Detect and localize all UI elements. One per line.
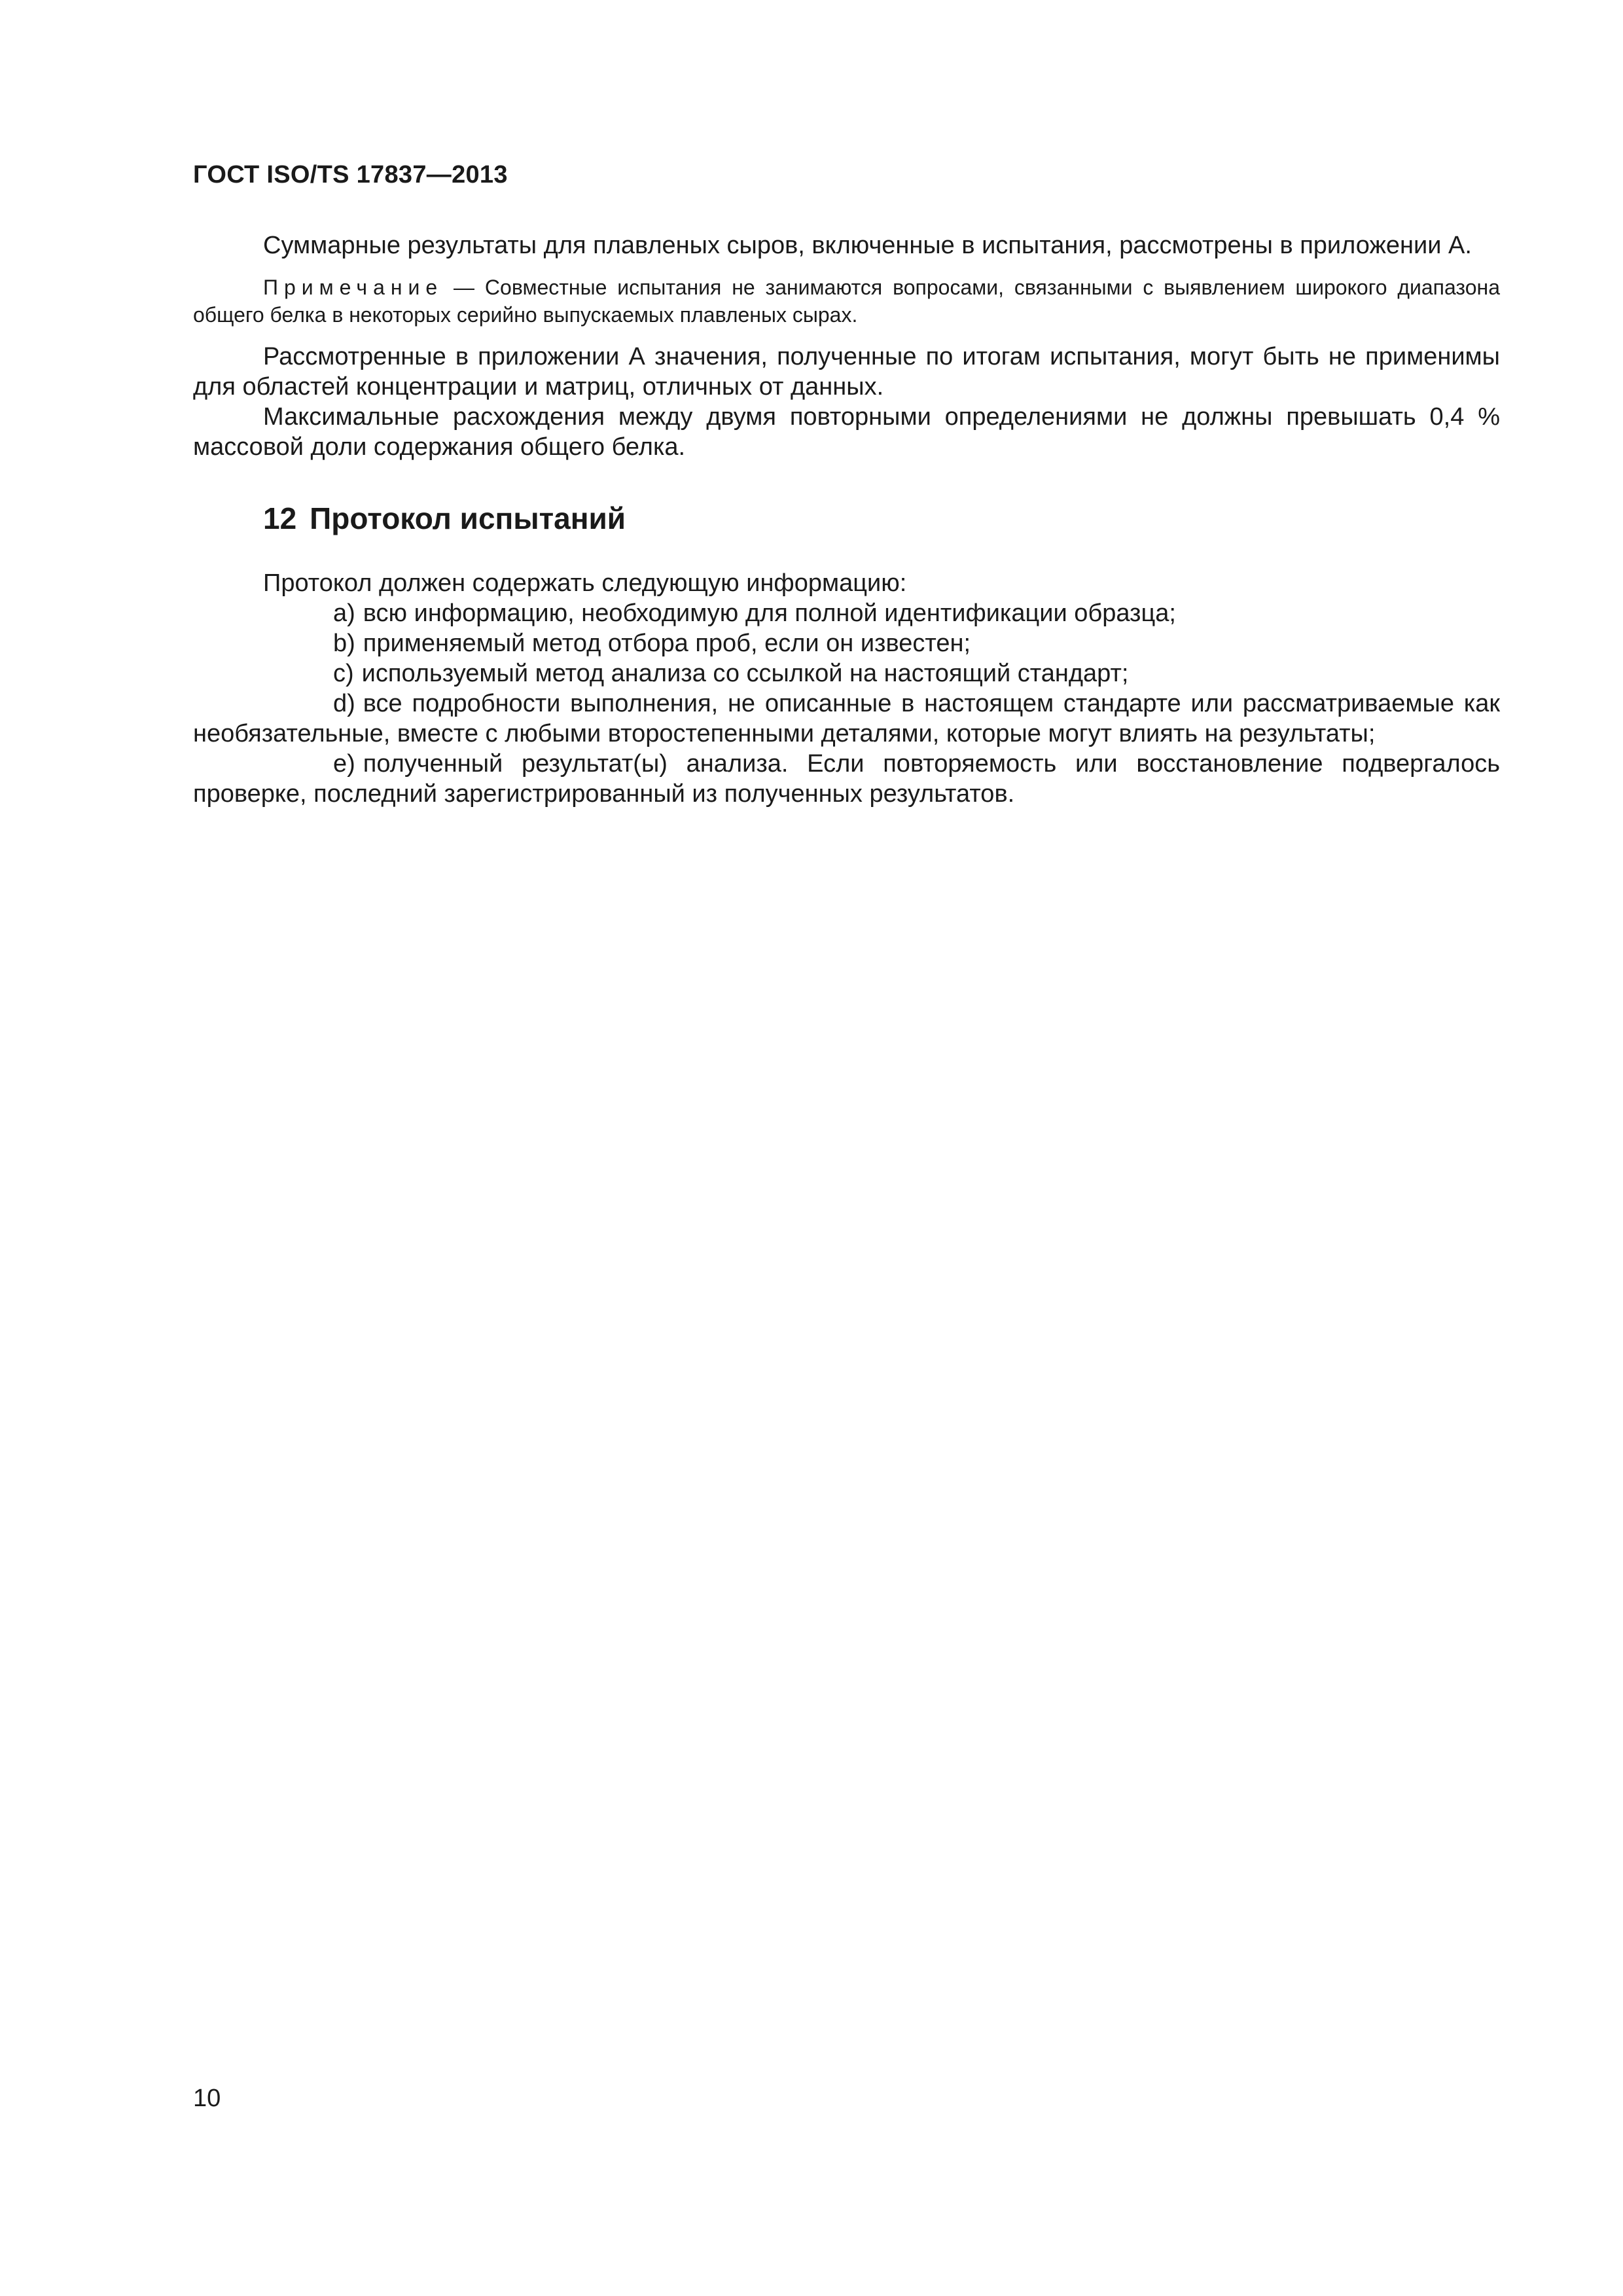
paragraph-summary-results: Суммарные результаты для плавленых сыров, включенные в испытания, рассмотрены в приложении А.: [263, 232, 1472, 259]
list-item-text: применяемый метод отбора проб, если он известен;: [363, 630, 971, 657]
list-item-label: е): [333, 750, 355, 778]
list-item-label: с): [333, 660, 354, 687]
list-item-label: b): [333, 630, 355, 657]
note-block: [193, 274, 1500, 329]
paragraph-max-discrepancy: Максимальные расхождения между двумя повторными определениями не должны превышать 0,4 % массовой доли содержания общего белка.: [193, 403, 1500, 461]
list-item-text: все подробности выполнения, не описанные в настоящем стандарте или рассматриваемые как необязательные, вместе с любыми второстепенными деталями, которые могут влиять на результаты;: [193, 690, 1500, 747]
note-label: Примечание: [263, 276, 444, 299]
list-item: [193, 628, 1500, 658]
page-number: 10: [193, 2085, 221, 2112]
section-title: Протокол испытаний: [310, 501, 626, 535]
section-intro: Протокол должен содержать следующую информацию:: [263, 569, 907, 597]
section-number: 12: [263, 501, 297, 535]
document-header: ГОСТ ISO/TS 17837—2013: [193, 161, 508, 188]
list-item: [193, 598, 1500, 628]
document-body: [193, 230, 1500, 809]
list-item: [193, 658, 1500, 689]
list-item: [193, 749, 1500, 809]
paragraph-applicability: Рассмотренные в приложении А значения, полученные по итогам испытания, могут быть не применимы для областей концентрации и матриц, отличных от данных.: [193, 343, 1500, 401]
list-item-label: d): [333, 690, 355, 717]
list-item-text: используемый метод анализа со ссылкой на настоящий стандарт;: [361, 660, 1129, 687]
note-text: Совместные испытания не занимаются вопросами, связанными с выявлением широкого диапазона общего белка в некоторых серийно выпускаемых плавленых сырах.: [193, 276, 1501, 327]
list-item-text: полученный результат(ы) анализа. Если повторяемость или восстановление подвергалось проверке, последний зарегистрированный из полученных результатов.: [193, 750, 1500, 808]
list-item-text: всю информацию, необходимую для полной идентификации образца;: [363, 600, 1176, 627]
list-item-label: а): [333, 600, 355, 627]
list-item: [193, 689, 1500, 749]
note-dash: —: [443, 276, 485, 299]
section-heading: [193, 500, 1500, 537]
